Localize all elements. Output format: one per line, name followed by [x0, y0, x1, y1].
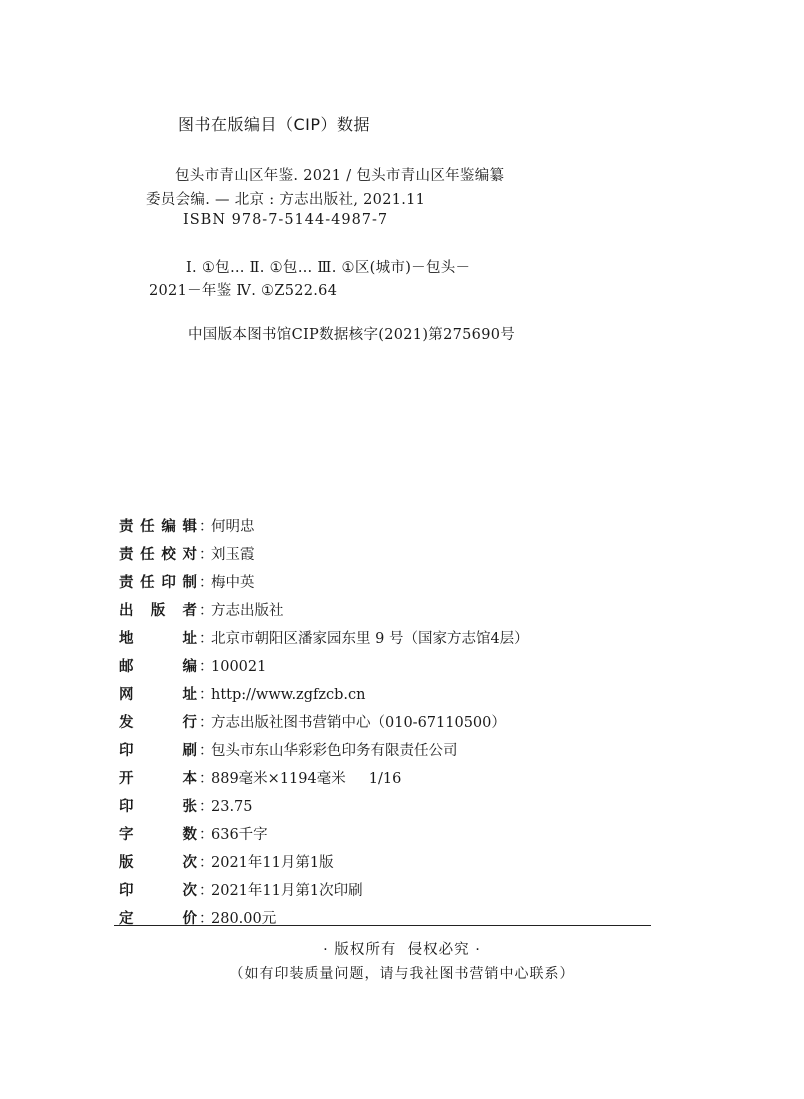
info-row-editor: 责任编辑 ： 何明忠	[119, 513, 529, 541]
cip-line-1: 包头市青山区年鉴. 2021 / 包头市青山区年鉴编纂	[175, 168, 505, 184]
cip-title: 图书在版编目（CIP）数据	[178, 115, 371, 134]
info-row-website: 网址 ： http://www.zgfzcb.cn	[119, 681, 529, 709]
info-value: 刘玉霞	[211, 547, 255, 563]
info-label: 网址	[119, 687, 197, 703]
info-label: 印张	[119, 799, 197, 815]
info-label: 发行	[119, 715, 197, 731]
info-label: 责任编辑	[119, 519, 197, 535]
info-value: 北京市朝阳区潘家园东里 9 号（国家方志馆4层）	[211, 631, 529, 647]
info-value: 100021	[211, 659, 267, 675]
info-row-proofreader: 责任校对 ： 刘玉霞	[119, 541, 529, 569]
info-label: 责任印制	[119, 575, 197, 591]
info-row-printing: 印次 ： 2021年11月第1次印刷	[119, 877, 529, 905]
info-value: 2021年11月第1版	[211, 855, 334, 871]
info-row-word-count: 字数 ： 636千字	[119, 821, 529, 849]
info-value: 方志出版社	[211, 603, 284, 619]
quality-notice: （如有印装质量问题，请与我社图书营销中心联系）	[229, 966, 575, 982]
info-value: 何明忠	[211, 519, 255, 535]
info-value: 2021年11月第1次印刷	[211, 883, 363, 899]
cip-isbn: ISBN 978-7-5144-4987-7	[183, 212, 389, 228]
info-row-sheets: 印张 ： 23.75	[119, 793, 529, 821]
info-label: 责任校对	[119, 547, 197, 563]
cip-record-number: 中国版本图书馆CIP数据核字(2021)第275690号	[188, 327, 516, 343]
info-label: 地址	[119, 631, 197, 647]
info-label: 开本	[119, 771, 197, 787]
info-row-address: 地址 ： 北京市朝阳区潘家园东里 9 号（国家方志馆4层）	[119, 625, 529, 653]
info-value: 包头市东山华彩彩色印务有限责任公司	[211, 743, 458, 759]
info-value: 23.75	[211, 799, 253, 815]
info-value: http://www.zgfzcb.cn	[211, 687, 366, 703]
info-label: 出版者	[119, 603, 197, 619]
info-value: 方志出版社图书营销中心（010-67110500）	[211, 715, 506, 731]
info-label: 印刷	[119, 743, 197, 759]
info-row-printer: 印刷 ： 包头市东山华彩彩色印务有限责任公司	[119, 737, 529, 765]
copyright-notice: · 版权所有 侵权必究 ·	[323, 942, 481, 958]
info-row-edition: 版次 ： 2021年11月第1版	[119, 849, 529, 877]
divider-rule	[114, 925, 651, 926]
info-value: 889毫米×1194毫米 1/16	[211, 771, 402, 787]
cip-classification-2: 2021－年鉴 Ⅳ. ①Z522.64	[149, 283, 338, 299]
cip-line-2: 委员会编. — 北京 : 方志出版社, 2021.11	[146, 192, 426, 208]
info-row-print-manager: 责任印制 ： 梅中英	[119, 569, 529, 597]
info-value: 梅中英	[211, 575, 255, 591]
info-label: 印次	[119, 883, 197, 899]
info-row-distribution: 发行 ： 方志出版社图书营销中心（010-67110500）	[119, 709, 529, 737]
info-row-postcode: 邮编 ： 100021	[119, 653, 529, 681]
info-label: 版次	[119, 855, 197, 871]
info-row-price: 定价 ： 280.00元	[119, 905, 529, 933]
cip-classification-1: Ⅰ. ①包… Ⅱ. ①包… Ⅲ. ①区(城市)－包头－	[186, 260, 471, 276]
info-row-publisher: 出版者 ： 方志出版社	[119, 597, 529, 625]
info-value: 636千字	[211, 827, 268, 843]
info-label: 字数	[119, 827, 197, 843]
info-value: 280.00元	[211, 911, 277, 927]
info-label: 邮编	[119, 659, 197, 675]
info-row-format: 开本 ： 889毫米×1194毫米 1/16	[119, 765, 529, 793]
publication-info	[119, 513, 529, 933]
info-label: 定价	[119, 911, 197, 927]
